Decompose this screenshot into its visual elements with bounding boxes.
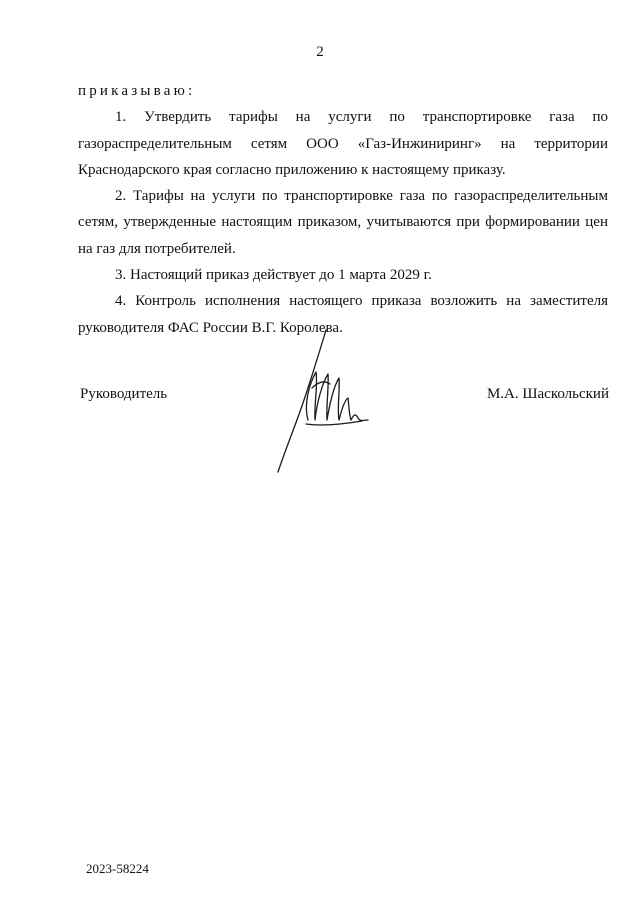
paragraph-3: 3. Настоящий приказ действует до 1 марта 2029 г. [115, 267, 432, 284]
paragraph-4: 4. Контроль исполнения настоящего приказа возложить на заместителя руководителя ФАС России В.Г. Королева. [78, 293, 608, 336]
handwritten-signature [268, 328, 374, 474]
page-number: 2 [316, 44, 324, 60]
document-body [78, 78, 608, 341]
paragraph-1: 1. Утвердить тарифы на услуги по транспортировке газа по газораспределительным сетям ООО «Газ-Инжиниринг» на территории Краснодарского края согласно приложению к настоящему приказу. [78, 109, 608, 178]
order-lead: приказываю: [78, 83, 196, 99]
document-number: 2023-58224 [86, 861, 149, 876]
signatory-role: Руководитель [80, 386, 168, 402]
signatory-name: М.А. Шаскольский [486, 386, 609, 402]
paragraph-2: 2. Тарифы на услуги по транспортировке газа по газораспределительным сетям, утвержденные настоящим приказом, учитываются при формировании цен на газ для потребителей. [78, 188, 608, 257]
